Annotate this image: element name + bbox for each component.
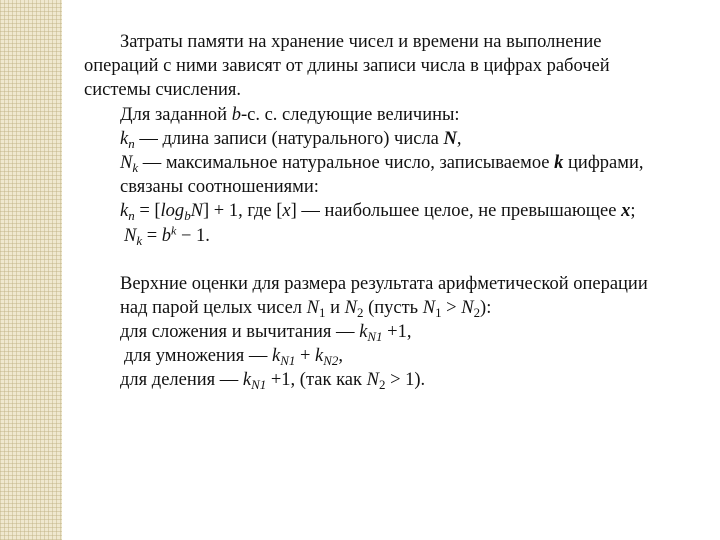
f1-x-bold: x <box>621 201 631 222</box>
div-end: > 1). <box>385 370 426 391</box>
f1-n-sub: n <box>128 208 135 224</box>
f1-log: log <box>160 201 185 222</box>
kn-text: — длина записи (натурального) числа <box>134 128 444 149</box>
div-mid: +1, (так как <box>266 370 367 391</box>
add-pre: для сложения и вычитания — <box>120 322 360 343</box>
para2-addition <box>84 320 706 344</box>
div-N-sub: 2 <box>378 377 386 393</box>
p2l2-pre: над парой целых чисел <box>120 297 307 318</box>
base-line <box>84 103 706 127</box>
paragraph-gap <box>84 248 706 272</box>
div-N: N <box>366 370 379 391</box>
p2l2-N2: N <box>344 297 357 318</box>
para2-line1: Верхние оценки для размера результата арифметической операции <box>120 273 648 294</box>
formula-Nk <box>84 224 706 248</box>
p2l2-end: ): <box>480 297 492 318</box>
para2-line2 <box>84 296 706 320</box>
kn-N: N <box>443 128 457 149</box>
base-symbol: b <box>231 104 241 125</box>
f1-eq: = [ <box>134 201 161 222</box>
f1-b-sub: b <box>184 208 191 224</box>
f1-k: k <box>120 201 129 222</box>
para1-line2: операций с ними зависят от длины записи числа в цифрах рабочей <box>84 56 610 77</box>
p2l2-sub1: 1 <box>319 304 326 320</box>
f2-eq: = <box>142 225 162 246</box>
Nk-end: цифрами, <box>563 152 644 173</box>
p2l2-sub3: 1 <box>435 304 442 320</box>
para2-multiplication <box>84 344 706 368</box>
f1-mid2: ] — наибольшее целое, не превышающее <box>290 201 622 222</box>
formula-kn <box>84 199 706 223</box>
base-line-pre: Для заданной <box>120 104 232 125</box>
f2-end: − 1. <box>176 225 210 246</box>
Nk-text: — максимальное натуральное число, записываемое <box>138 152 555 173</box>
f2-N: N <box>124 225 137 246</box>
f2-b: b <box>161 225 172 246</box>
p2l2-sub2: 2 <box>356 304 364 320</box>
Nk-k-sub: k <box>132 159 139 175</box>
f1-N: N <box>190 201 203 222</box>
kn-k: k <box>120 128 129 149</box>
kn-n-sub: n <box>128 135 135 151</box>
Nk-N: N <box>120 152 133 173</box>
mul-pre: для умножения — <box>124 346 272 367</box>
f2-k-exp: k <box>171 222 177 237</box>
kn-end: , <box>456 128 462 149</box>
slide-content <box>84 30 706 393</box>
mul-plus: + <box>295 346 316 367</box>
p2l2-N1: N <box>306 297 319 318</box>
f2-k-sub: k <box>136 232 143 248</box>
p2l2-mid: (пусть <box>363 297 423 318</box>
kn-definition <box>84 127 706 151</box>
para1-line1: Затраты памяти на хранение чисел и времени на выполнение <box>120 32 602 52</box>
p2l2-N4: N <box>461 297 474 318</box>
decorative-side-strip <box>0 0 62 540</box>
div-k: k <box>242 370 252 391</box>
para2-division <box>84 368 706 392</box>
add-sub: N1 <box>367 328 383 344</box>
p2l2-gt: > <box>441 297 462 318</box>
para1-line3: системы счисления. <box>84 80 242 101</box>
p2l2-and: и <box>325 297 345 318</box>
add-k: k <box>359 322 368 343</box>
add-end: +1, <box>382 322 412 343</box>
div-sub: N1 <box>251 377 267 393</box>
Nk-k-bold: k <box>554 152 564 173</box>
f1-x: x <box>282 201 291 222</box>
Nk-definition <box>84 151 706 175</box>
relations-line: связаны соотношениями: <box>120 177 319 198</box>
base-line-post: -с. с. следующие величины: <box>240 104 460 125</box>
f1-mid: ] + 1, где [ <box>203 201 283 222</box>
div-pre: для деления — <box>120 370 243 391</box>
mul-k2: k <box>315 346 324 367</box>
p2l2-N3: N <box>422 297 436 318</box>
mul-end: , <box>338 346 343 367</box>
p2l2-sub4: 2 <box>473 304 481 320</box>
f1-end: ; <box>630 201 636 222</box>
mul-k1: k <box>272 346 281 367</box>
mul-sub1: N1 <box>280 353 296 369</box>
mul-sub2: N2 <box>323 353 339 369</box>
